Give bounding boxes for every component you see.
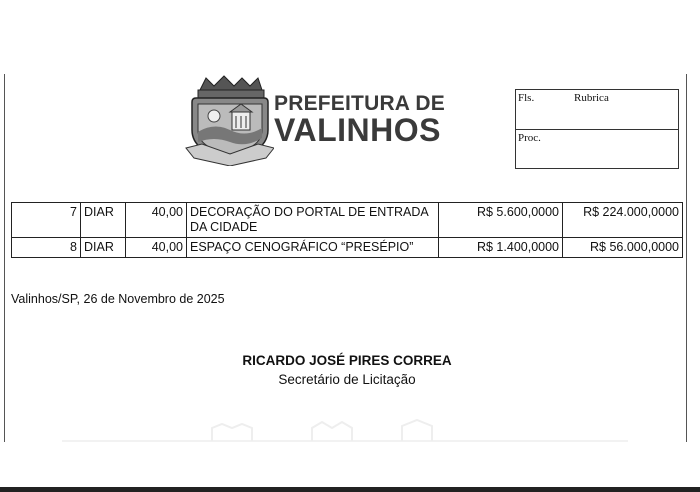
date-line: Valinhos/SP, 26 de Novembro de 2025 (11, 292, 225, 306)
item-unit-price: R$ 1.400,0000 (439, 238, 563, 258)
table-row (12, 238, 683, 258)
table-row (12, 203, 683, 238)
stamp-proc-label: Proc. (518, 132, 541, 144)
item-quantity: 40,00 (126, 238, 187, 258)
faint-watermark-decoration (62, 412, 628, 442)
item-total: R$ 224.000,0000 (563, 203, 683, 238)
signer-name: RICARDO JOSÉ PIRES CORREA (242, 353, 452, 368)
stamp-fls-label: Fls. (518, 92, 535, 104)
logo-text-valinhos: VALINHOS (274, 112, 441, 148)
stamp-top-row (516, 90, 678, 130)
signer-title: Secretário de Licitação (278, 372, 416, 387)
stamp-rubrica-label: Rubrica (574, 92, 609, 104)
item-number: 7 (12, 203, 81, 238)
logo-text-prefeitura: PREFEITURA DE (274, 92, 445, 115)
item-number: 8 (12, 238, 81, 258)
item-total: R$ 56.000,0000 (563, 238, 683, 258)
protocol-stamp-box (515, 89, 679, 169)
item-description: DECORAÇÃO DO PORTAL DE ENTRADA DA CIDADE (187, 203, 439, 238)
item-unit: DIAR (81, 238, 126, 258)
items-table (11, 202, 683, 258)
item-unit-price: R$ 5.600,0000 (439, 203, 563, 238)
item-description: ESPAÇO CENOGRÁFICO “PRESÉPIO” (187, 238, 439, 258)
item-quantity: 40,00 (126, 203, 187, 238)
item-unit: DIAR (81, 203, 126, 238)
coat-of-arms-icon (184, 74, 274, 166)
bottom-border-bar (0, 487, 700, 492)
city-logo (184, 74, 464, 166)
